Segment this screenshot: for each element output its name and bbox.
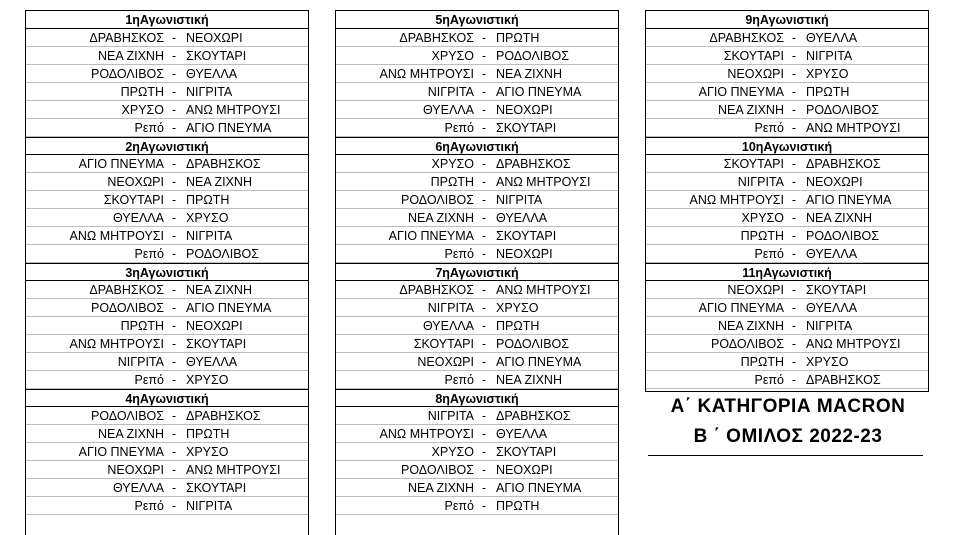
away-team: ΔΡΑΒΗΣΚΟΣ bbox=[496, 408, 571, 423]
away-team: ΔΡΑΒΗΣΚΟΣ bbox=[496, 156, 571, 171]
match-row bbox=[26, 65, 308, 83]
home-team: ΧΡΥΣΟ bbox=[431, 48, 474, 63]
home-team: ΝΕΟΧΩΡΙ bbox=[107, 462, 164, 477]
home-team: Ρεπό bbox=[444, 373, 474, 388]
home-team: ΠΡΩΤΗ bbox=[740, 355, 784, 369]
versus-separator: - bbox=[791, 282, 797, 297]
versus-separator: - bbox=[481, 355, 487, 369]
versus-separator: - bbox=[791, 192, 797, 207]
versus-separator: - bbox=[171, 373, 177, 388]
versus-separator: - bbox=[791, 120, 797, 135]
away-team: ΔΡΑΒΗΣΚΟΣ bbox=[186, 408, 261, 423]
away-team: ΑΝΩ ΜΗΤΡΟΥΣΙ bbox=[806, 120, 901, 135]
home-team: ΠΡΩΤΗ bbox=[430, 174, 474, 189]
versus-separator: - bbox=[171, 247, 177, 262]
match-row bbox=[646, 83, 928, 101]
home-team: ΝΙΓΡΙΤΑ bbox=[737, 174, 784, 189]
home-team: Ρεπό bbox=[754, 373, 784, 388]
away-team: ΠΡΩΤΗ bbox=[806, 84, 850, 99]
match-row bbox=[336, 245, 618, 263]
home-team: ΠΡΩΤΗ bbox=[120, 84, 164, 99]
round-title: 10ηΑγωνιστική bbox=[646, 137, 928, 155]
home-team: ΠΡΩΤΗ bbox=[120, 318, 164, 333]
schedule-column-3 bbox=[645, 10, 929, 392]
versus-separator: - bbox=[481, 210, 487, 225]
versus-separator: - bbox=[791, 174, 797, 189]
away-team: ΧΡΥΣΟ bbox=[186, 210, 229, 225]
home-team: ΑΓΙΟ ΠΝΕΥΜΑ bbox=[698, 300, 784, 315]
home-team: ΝΕΑ ΖΙΧΝΗ bbox=[718, 102, 784, 117]
home-team: ΣΚΟΥΤΑΡΙ bbox=[413, 336, 474, 351]
away-team: ΘΥΕΛΛΑ bbox=[806, 247, 858, 262]
match-row bbox=[646, 191, 928, 209]
away-team: ΝΕΑ ΖΙΧΝΗ bbox=[496, 373, 562, 388]
away-team: ΡΟΔΟΛΙΒΟΣ bbox=[806, 228, 879, 243]
home-team: Ρεπό bbox=[134, 373, 164, 388]
away-team: ΡΟΔΟΛΙΒΟΣ bbox=[496, 336, 569, 351]
versus-separator: - bbox=[481, 300, 487, 315]
home-team: ΝΕΑ ΖΙΧΝΗ bbox=[98, 426, 164, 441]
home-team: Ρεπό bbox=[444, 247, 474, 262]
match-row bbox=[336, 209, 618, 227]
home-team: ΣΚΟΥΤΑΡΙ bbox=[723, 48, 784, 63]
away-team: ΑΓΙΟ ΠΝΕΥΜΑ bbox=[186, 120, 272, 135]
round-title: 7ηΑγωνιστική bbox=[336, 263, 618, 281]
match-row bbox=[646, 371, 928, 389]
versus-separator: - bbox=[171, 120, 177, 135]
round-title: 5ηΑγωνιστική bbox=[336, 11, 618, 29]
match-row bbox=[26, 191, 308, 209]
away-team: ΡΟΔΟΛΙΒΟΣ bbox=[496, 48, 569, 63]
versus-separator: - bbox=[481, 282, 487, 297]
away-team: ΝΙΓΡΙΤΑ bbox=[496, 192, 543, 207]
away-team: ΠΡΩΤΗ bbox=[186, 426, 230, 441]
round-title: 3ηΑγωνιστική bbox=[26, 263, 308, 281]
match-row bbox=[26, 209, 308, 227]
versus-separator: - bbox=[791, 102, 797, 117]
versus-separator: - bbox=[481, 499, 487, 514]
home-team: ΘΥΕΛΛΑ bbox=[422, 318, 474, 333]
match-row bbox=[646, 335, 928, 353]
versus-separator: - bbox=[481, 192, 487, 207]
versus-separator: - bbox=[481, 102, 487, 117]
versus-separator: - bbox=[791, 210, 797, 225]
home-team: ΝΙΓΡΙΤΑ bbox=[427, 84, 474, 99]
away-team: ΣΚΟΥΤΑΡΙ bbox=[186, 336, 247, 351]
versus-separator: - bbox=[791, 156, 797, 171]
title-underline bbox=[648, 455, 923, 456]
round-title: 11ηΑγωνιστική bbox=[646, 263, 928, 281]
match-row bbox=[26, 173, 308, 191]
versus-separator: - bbox=[791, 228, 797, 243]
match-row bbox=[646, 353, 928, 371]
round-title: 1ηΑγωνιστική bbox=[26, 11, 308, 29]
versus-separator: - bbox=[791, 336, 797, 351]
home-team: ΑΝΩ ΜΗΤΡΟΥΣΙ bbox=[689, 192, 784, 207]
match-row bbox=[336, 479, 618, 497]
match-row bbox=[646, 47, 928, 65]
versus-separator: - bbox=[171, 426, 177, 441]
match-row bbox=[336, 281, 618, 299]
home-team: ΣΚΟΥΤΑΡΙ bbox=[103, 192, 164, 207]
home-team: ΔΡΑΒΗΣΚΟΣ bbox=[399, 30, 474, 45]
match-row bbox=[336, 155, 618, 173]
match-row bbox=[336, 29, 618, 47]
group-season-title: Β ΄ ΟΜΙΛΟΣ 2022-23 bbox=[693, 426, 883, 447]
away-team: ΣΚΟΥΤΑΡΙ bbox=[806, 282, 867, 297]
away-team: ΑΓΙΟ ΠΝΕΥΜΑ bbox=[806, 192, 892, 207]
match-row bbox=[26, 443, 308, 461]
match-row bbox=[336, 191, 618, 209]
round-title: 8ηΑγωνιστική bbox=[336, 389, 618, 407]
home-team: ΝΕΑ ΖΙΧΝΗ bbox=[408, 210, 474, 225]
away-team: ΑΝΩ ΜΗΤΡΟΥΣΙ bbox=[806, 336, 901, 351]
match-row bbox=[26, 353, 308, 371]
match-row bbox=[646, 317, 928, 335]
versus-separator: - bbox=[481, 156, 487, 171]
match-row bbox=[646, 101, 928, 119]
home-team: ΡΟΔΟΛΙΒΟΣ bbox=[91, 66, 164, 81]
away-team: ΑΝΩ ΜΗΤΡΟΥΣΙ bbox=[496, 174, 591, 189]
away-team: ΑΝΩ ΜΗΤΡΟΥΣΙ bbox=[186, 462, 281, 477]
home-team: ΝΕΟΧΩΡΙ bbox=[727, 66, 784, 81]
round-title: 6ηΑγωνιστική bbox=[336, 137, 618, 155]
away-team: ΣΚΟΥΤΑΡΙ bbox=[496, 444, 557, 459]
versus-separator: - bbox=[481, 30, 487, 45]
versus-separator: - bbox=[171, 48, 177, 63]
away-team: ΔΡΑΒΗΣΚΟΣ bbox=[806, 156, 881, 171]
match-row bbox=[26, 299, 308, 317]
match-row bbox=[26, 479, 308, 497]
away-team: ΠΡΩΤΗ bbox=[496, 499, 540, 514]
home-team: Ρεπό bbox=[444, 499, 474, 514]
versus-separator: - bbox=[791, 300, 797, 315]
versus-separator: - bbox=[481, 462, 487, 477]
away-team: ΧΡΥΣΟ bbox=[496, 300, 539, 315]
match-row bbox=[336, 371, 618, 389]
versus-separator: - bbox=[481, 174, 487, 189]
home-team: ΝΕΑ ΖΙΧΝΗ bbox=[98, 48, 164, 63]
home-team: ΑΓΙΟ ΠΝΕΥΜΑ bbox=[78, 156, 164, 171]
away-team: ΠΡΩΤΗ bbox=[496, 318, 540, 333]
match-row bbox=[646, 29, 928, 47]
versus-separator: - bbox=[171, 318, 177, 333]
versus-separator: - bbox=[171, 210, 177, 225]
away-team: ΝΙΓΡΙΤΑ bbox=[186, 228, 233, 243]
match-row bbox=[26, 281, 308, 299]
versus-separator: - bbox=[171, 408, 177, 423]
versus-separator: - bbox=[481, 408, 487, 423]
versus-separator: - bbox=[171, 336, 177, 351]
match-row bbox=[646, 245, 928, 263]
match-row bbox=[26, 461, 308, 479]
away-team: ΝΕΑ ΖΙΧΝΗ bbox=[806, 210, 872, 225]
home-team: ΝΕΟΧΩΡΙ bbox=[727, 282, 784, 297]
home-team: ΧΡΥΣΟ bbox=[431, 156, 474, 171]
home-team: ΧΡΥΣΟ bbox=[431, 444, 474, 459]
match-row bbox=[646, 227, 928, 245]
versus-separator: - bbox=[481, 84, 487, 99]
versus-separator: - bbox=[791, 66, 797, 81]
versus-separator: - bbox=[171, 228, 177, 243]
versus-separator: - bbox=[171, 84, 177, 99]
home-team: ΧΡΥΣΟ bbox=[741, 210, 784, 225]
match-row bbox=[26, 335, 308, 353]
versus-separator: - bbox=[171, 355, 177, 369]
match-row bbox=[336, 299, 618, 317]
away-team: ΝΙΓΡΙΤΑ bbox=[806, 48, 853, 63]
away-team: ΘΥΕΛΛΑ bbox=[496, 426, 548, 441]
versus-separator: - bbox=[171, 156, 177, 171]
match-row bbox=[336, 353, 618, 371]
home-team: ΑΓΙΟ ΠΝΕΥΜΑ bbox=[698, 84, 784, 99]
match-row bbox=[26, 371, 308, 389]
match-row bbox=[336, 119, 618, 137]
away-team: ΝΕΟΧΩΡΙ bbox=[496, 102, 553, 117]
versus-separator: - bbox=[171, 499, 177, 514]
away-team: ΠΡΩΤΗ bbox=[186, 192, 230, 207]
versus-separator: - bbox=[481, 336, 487, 351]
match-row bbox=[646, 155, 928, 173]
home-team: ΡΟΔΟΛΙΒΟΣ bbox=[91, 408, 164, 423]
schedule-column-2 bbox=[335, 10, 619, 535]
versus-separator: - bbox=[791, 48, 797, 63]
versus-separator: - bbox=[481, 444, 487, 459]
away-team: ΑΝΩ ΜΗΤΡΟΥΣΙ bbox=[186, 102, 281, 117]
match-row bbox=[336, 65, 618, 83]
home-team: ΑΝΩ ΜΗΤΡΟΥΣΙ bbox=[69, 228, 164, 243]
home-team: ΑΓΙΟ ΠΝΕΥΜΑ bbox=[78, 444, 164, 459]
match-row bbox=[26, 119, 308, 137]
match-row bbox=[26, 101, 308, 119]
away-team: ΧΡΥΣΟ bbox=[806, 355, 849, 369]
home-team: ΣΚΟΥΤΑΡΙ bbox=[723, 156, 784, 171]
versus-separator: - bbox=[481, 228, 487, 243]
versus-separator: - bbox=[171, 174, 177, 189]
versus-separator: - bbox=[481, 426, 487, 441]
away-team: ΘΥΕΛΛΑ bbox=[806, 30, 858, 45]
home-team: ΑΝΩ ΜΗΤΡΟΥΣΙ bbox=[69, 336, 164, 351]
match-row bbox=[646, 173, 928, 191]
away-team: ΑΝΩ ΜΗΤΡΟΥΣΙ bbox=[496, 282, 591, 297]
away-team: ΝΕΑ ΖΙΧΝΗ bbox=[186, 174, 252, 189]
away-team: ΡΟΔΟΛΙΒΟΣ bbox=[186, 247, 259, 262]
home-team: ΡΟΔΟΛΙΒΟΣ bbox=[91, 300, 164, 315]
home-team: ΔΡΑΒΗΣΚΟΣ bbox=[709, 30, 784, 45]
home-team: ΑΝΩ ΜΗΤΡΟΥΣΙ bbox=[379, 426, 474, 441]
round-title: 2ηΑγωνιστική bbox=[26, 137, 308, 155]
versus-separator: - bbox=[171, 282, 177, 297]
home-team: Ρεπό bbox=[444, 120, 474, 135]
away-team: ΝΕΟΧΩΡΙ bbox=[496, 247, 553, 262]
away-team: ΣΚΟΥΤΑΡΙ bbox=[496, 120, 557, 135]
match-row bbox=[26, 245, 308, 263]
away-team: ΘΥΕΛΛΑ bbox=[806, 300, 858, 315]
away-team: ΝΕΟΧΩΡΙ bbox=[186, 318, 243, 333]
versus-separator: - bbox=[171, 66, 177, 81]
home-team: ΝΙΓΡΙΤΑ bbox=[427, 300, 474, 315]
match-row bbox=[336, 173, 618, 191]
home-team: ΘΥΕΛΛΑ bbox=[422, 102, 474, 117]
away-team: ΝΕΟΧΩΡΙ bbox=[186, 30, 243, 45]
away-team: ΑΓΙΟ ΠΝΕΥΜΑ bbox=[496, 481, 582, 496]
versus-separator: - bbox=[171, 444, 177, 459]
home-team: Ρεπό bbox=[754, 247, 784, 262]
away-team: ΘΥΕΛΛΑ bbox=[186, 66, 238, 81]
versus-separator: - bbox=[481, 247, 487, 262]
match-row bbox=[26, 317, 308, 335]
match-row bbox=[26, 227, 308, 245]
versus-separator: - bbox=[171, 481, 177, 496]
home-team: ΝΕΟΧΩΡΙ bbox=[417, 355, 474, 369]
versus-separator: - bbox=[791, 355, 797, 369]
match-row bbox=[26, 425, 308, 443]
match-row bbox=[646, 119, 928, 137]
away-team: ΝΕΑ ΖΙΧΝΗ bbox=[186, 282, 252, 297]
match-row bbox=[26, 83, 308, 101]
home-team: Ρεπό bbox=[134, 499, 164, 514]
away-team: ΝΕΟΧΩΡΙ bbox=[496, 462, 553, 477]
away-team: ΣΚΟΥΤΑΡΙ bbox=[496, 228, 557, 243]
home-team: ΡΟΔΟΛΙΒΟΣ bbox=[401, 192, 474, 207]
away-team: ΝΕΟΧΩΡΙ bbox=[806, 174, 863, 189]
away-team: ΠΡΩΤΗ bbox=[496, 30, 540, 45]
match-row bbox=[336, 407, 618, 425]
schedule-column-1 bbox=[25, 10, 309, 535]
away-team: ΝΕΑ ΖΙΧΝΗ bbox=[496, 66, 562, 81]
away-team: ΡΟΔΟΛΙΒΟΣ bbox=[806, 102, 879, 117]
home-team: ΝΕΑ ΖΙΧΝΗ bbox=[718, 318, 784, 333]
versus-separator: - bbox=[791, 84, 797, 99]
home-team: ΔΡΑΒΗΣΚΟΣ bbox=[399, 282, 474, 297]
home-team: ΘΥΕΛΛΑ bbox=[112, 210, 164, 225]
versus-separator: - bbox=[481, 373, 487, 388]
versus-separator: - bbox=[171, 102, 177, 117]
versus-separator: - bbox=[171, 300, 177, 315]
away-team: ΑΓΙΟ ΠΝΕΥΜΑ bbox=[496, 84, 582, 99]
match-row bbox=[336, 497, 618, 515]
home-team: ΝΕΑ ΖΙΧΝΗ bbox=[408, 481, 474, 496]
away-team: ΝΙΓΡΙΤΑ bbox=[186, 499, 233, 514]
home-team: ΡΟΔΟΛΙΒΟΣ bbox=[401, 462, 474, 477]
versus-separator: - bbox=[791, 373, 797, 388]
versus-separator: - bbox=[171, 30, 177, 45]
away-team: ΔΡΑΒΗΣΚΟΣ bbox=[806, 373, 881, 388]
match-row bbox=[336, 101, 618, 119]
home-team: ΔΡΑΒΗΣΚΟΣ bbox=[89, 282, 164, 297]
match-row bbox=[336, 227, 618, 245]
match-row bbox=[336, 461, 618, 479]
home-team: Ρεπό bbox=[754, 120, 784, 135]
home-team: ΝΕΟΧΩΡΙ bbox=[107, 174, 164, 189]
home-team: ΧΡΥΣΟ bbox=[121, 102, 164, 117]
away-team: ΑΓΙΟ ΠΝΕΥΜΑ bbox=[186, 300, 272, 315]
away-team: ΧΡΥΣΟ bbox=[186, 373, 229, 388]
home-team: ΔΡΑΒΗΣΚΟΣ bbox=[89, 30, 164, 45]
versus-separator: - bbox=[171, 462, 177, 477]
versus-separator: - bbox=[481, 481, 487, 496]
home-team: ΝΙΓΡΙΤΑ bbox=[117, 355, 164, 369]
home-team: ΑΓΙΟ ΠΝΕΥΜΑ bbox=[388, 228, 474, 243]
away-team: ΝΙΓΡΙΤΑ bbox=[186, 84, 233, 99]
match-row bbox=[26, 155, 308, 173]
match-row bbox=[26, 407, 308, 425]
versus-separator: - bbox=[791, 247, 797, 262]
match-row bbox=[336, 83, 618, 101]
versus-separator: - bbox=[481, 48, 487, 63]
match-row bbox=[336, 47, 618, 65]
away-team: ΔΡΑΒΗΣΚΟΣ bbox=[186, 156, 261, 171]
match-row bbox=[336, 443, 618, 461]
versus-separator: - bbox=[171, 192, 177, 207]
away-team: ΝΙΓΡΙΤΑ bbox=[806, 318, 853, 333]
league-title: Α΄ ΚΑΤΗΓΟΡΙΑ MACRON bbox=[670, 396, 906, 417]
versus-separator: - bbox=[481, 120, 487, 135]
match-row bbox=[646, 65, 928, 83]
match-row bbox=[646, 209, 928, 227]
home-team: ΠΡΩΤΗ bbox=[740, 228, 784, 243]
match-row bbox=[646, 299, 928, 317]
away-team: ΘΥΕΛΛΑ bbox=[496, 210, 548, 225]
versus-separator: - bbox=[481, 318, 487, 333]
home-team: ΑΝΩ ΜΗΤΡΟΥΣΙ bbox=[379, 66, 474, 81]
away-team: ΑΓΙΟ ΠΝΕΥΜΑ bbox=[496, 355, 582, 369]
away-team: ΧΡΥΣΟ bbox=[186, 444, 229, 459]
away-team: ΣΚΟΥΤΑΡΙ bbox=[186, 481, 247, 496]
away-team: ΘΥΕΛΛΑ bbox=[186, 355, 238, 369]
match-row bbox=[336, 425, 618, 443]
match-row bbox=[26, 47, 308, 65]
round-title: 4ηΑγωνιστική bbox=[26, 389, 308, 407]
match-row bbox=[336, 317, 618, 335]
match-row bbox=[26, 497, 308, 515]
match-row bbox=[26, 29, 308, 47]
round-title: 9ηΑγωνιστική bbox=[646, 11, 928, 29]
away-team: ΣΚΟΥΤΑΡΙ bbox=[186, 48, 247, 63]
versus-separator: - bbox=[481, 66, 487, 81]
home-team: Ρεπό bbox=[134, 120, 164, 135]
match-row bbox=[646, 281, 928, 299]
versus-separator: - bbox=[791, 30, 797, 45]
home-team: ΘΥΕΛΛΑ bbox=[112, 481, 164, 496]
versus-separator: - bbox=[791, 318, 797, 333]
home-team: ΝΙΓΡΙΤΑ bbox=[427, 408, 474, 423]
away-team: ΧΡΥΣΟ bbox=[806, 66, 849, 81]
home-team: ΡΟΔΟΛΙΒΟΣ bbox=[711, 336, 784, 351]
home-team: Ρεπό bbox=[134, 247, 164, 262]
match-row bbox=[336, 335, 618, 353]
